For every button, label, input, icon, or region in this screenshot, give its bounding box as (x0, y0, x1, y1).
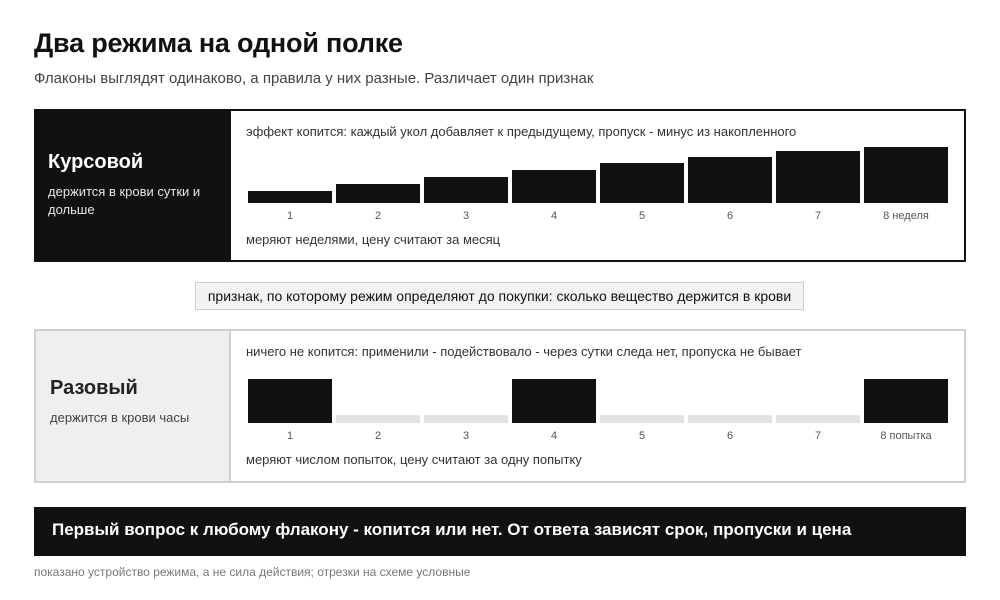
week-bar-5 (600, 163, 684, 203)
week-tick-label-7: 7 (814, 210, 822, 222)
single-mode-caption-top: ничего не копится: применили - подействовало - через сутки следа нет, пропуска не бывает (246, 344, 802, 359)
week-tick-label-1: 1 (286, 210, 294, 222)
attempt-tick-label-7: 7 (814, 430, 822, 442)
course-mode-caption-top: эффект копится: каждый укол добавляет к предыдущему, пропуск - минус из накопленного (246, 124, 797, 139)
course-mode-caption-bottom: меряют неделями, цену считают за месяц (246, 232, 501, 247)
week-tick-label-4: 4 (550, 210, 558, 222)
attempt-bar-7 (776, 415, 860, 423)
attempt-tick-label-6: 6 (726, 430, 734, 442)
attempt-tick-label-4: 4 (550, 430, 558, 442)
single-attempts-chart (246, 331, 951, 456)
week-tick-label-2: 2 (374, 210, 382, 222)
attempt-bar-4 (512, 379, 596, 423)
week-tick-label-5: 5 (638, 210, 646, 222)
attempt-tick-label-1: 1 (286, 430, 294, 442)
week-bar-4 (512, 170, 596, 203)
single-mode-content (246, 331, 948, 481)
week-tick-label-8: 8 неделя (883, 210, 929, 222)
week-bar-7 (776, 151, 860, 203)
week-bar-2 (336, 184, 420, 203)
single-mode-caption-bottom: меряют числом попыток, цену считают за одну попытку (246, 452, 582, 467)
week-bar-3 (424, 177, 508, 203)
week-tick-label-3: 3 (462, 210, 470, 222)
week-bar-1 (248, 191, 332, 203)
week-bar-8 (864, 147, 948, 203)
course-mode-content (246, 111, 948, 260)
course-mode-label-box (36, 111, 231, 260)
course-mode-description: держится в крови сутки и дольше (48, 184, 201, 217)
distinguishing-sign-label: признак, по которому режим определяют до покупки: сколько вещество держится в крови (195, 282, 804, 310)
week-bar-6 (688, 157, 772, 203)
attempt-tick-label-2: 2 (374, 430, 382, 442)
attempt-bar-3 (424, 415, 508, 423)
attempt-tick-label-5: 5 (638, 430, 646, 442)
single-mode-description: держится в крови часы (50, 410, 190, 425)
footnote: показано устройство режима, а не сила действия; отрезки на схеме условные (34, 565, 471, 579)
attempt-tick-label-8: 8 попытка (880, 430, 932, 442)
course-mode-name: Курсовой (48, 151, 144, 173)
attempt-bar-1 (248, 379, 332, 423)
course-mode-panel (34, 109, 966, 262)
page-subtitle: Флаконы выглядят одинаково, а правила у них разные. Различает один признак (34, 70, 594, 87)
attempt-tick-label-3: 3 (462, 430, 470, 442)
attempt-bar-8 (864, 379, 948, 423)
single-mode-name: Разовый (50, 377, 138, 399)
week-tick-label-6: 6 (726, 210, 734, 222)
attempt-bar-5 (600, 415, 684, 423)
single-mode-label-box (36, 331, 231, 481)
course-accumulation-chart (246, 111, 951, 236)
attempt-bar-2 (336, 415, 420, 423)
attempt-bar-6 (688, 415, 772, 423)
page-title: Два режима на одной полке (34, 28, 403, 58)
single-mode-panel (34, 329, 966, 483)
key-question-banner: Первый вопрос к любому флакону - копится или нет. От ответа зависят срок, пропуски и цена (34, 507, 966, 556)
